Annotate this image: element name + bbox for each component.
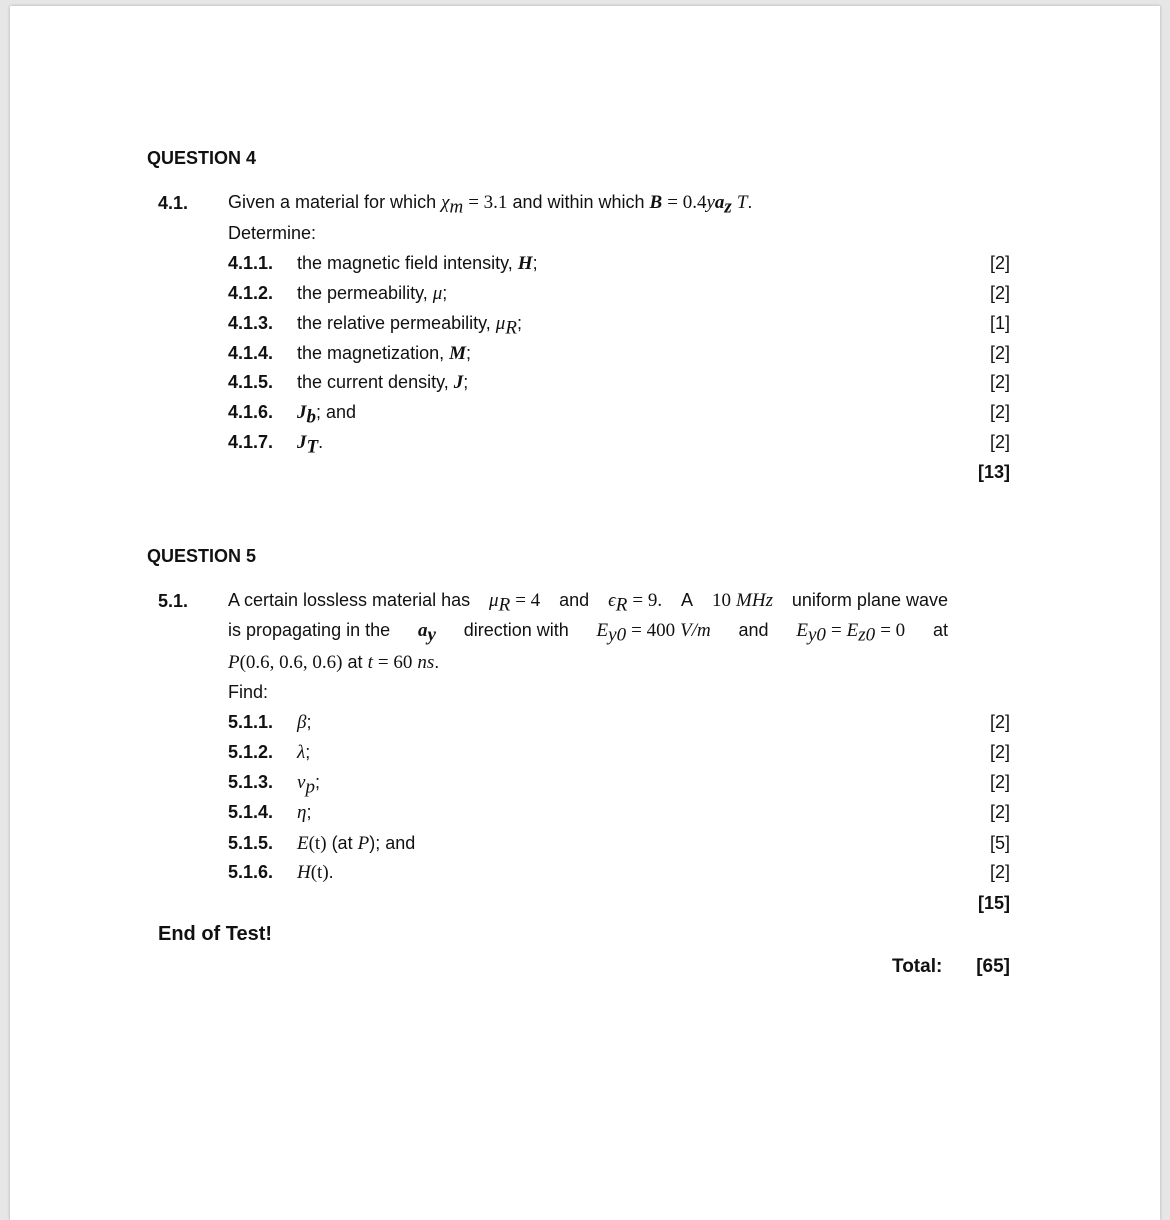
question-4-total-mark: [13] (977, 462, 1010, 482)
item-4-1-3-number: 4.1.3. (228, 313, 274, 333)
item-5-1-6-mark: [2] (989, 862, 1010, 882)
item-5-1-6-text: H(t). (297, 862, 334, 883)
exam-page (10, 6, 1160, 1220)
item-4-1-5-number: 4.1.5. (228, 372, 274, 392)
item-4-1-4-mark: [2] (989, 343, 1010, 363)
item-4-1-6-mark: [2] (989, 402, 1010, 422)
item-5-1-3-mark: [2] (989, 772, 1010, 792)
item-4-1-7-text: $J_T$. (297, 432, 324, 458)
item-5-1-5-number: 5.1.5. (228, 833, 274, 853)
find-label: Find: (228, 682, 269, 702)
end-of-test: End of Test! (158, 923, 273, 945)
item-5-1-5-mark: [5] (989, 833, 1010, 853)
question-4-1-stem: Given a material for which $\chi_m = 3.1$ and within which $B = 0.4ya_z$ T. (228, 192, 753, 218)
item-5-1-4-number: 5.1.4. (228, 802, 274, 822)
item-4-1-1-text: the magnetic field intensity, H; (297, 253, 538, 274)
item-4-1-1-number: 4.1.1. (228, 253, 274, 273)
question-5-1-line-2: is propagating in the $a_y$ direction with $E_{y0} = 400$ V/m and $E_{y0} = E_{z0} = 0$ at (228, 620, 948, 646)
item-5-1-2-text: λ; (297, 742, 311, 763)
item-5-1-3-text: $v_p$; (297, 772, 320, 798)
item-5-1-2-mark: [2] (989, 742, 1010, 762)
item-5-1-1-mark: [2] (989, 712, 1010, 732)
item-4-1-5-text: the current density, J; (297, 372, 469, 393)
question-4-heading: QUESTION 4 (147, 148, 257, 168)
total-value: [65] (976, 956, 1010, 977)
question-5-heading: QUESTION 5 (147, 546, 257, 566)
item-5-1-4-text: η; (297, 802, 312, 823)
item-4-1-3-text: the relative permeability, $\mu_R$; (297, 313, 522, 339)
question-5-1-line-3: P(0.6, 0.6, 0.6) at t = 60 ns. (228, 652, 440, 673)
item-5-1-1-text: β; (297, 712, 312, 733)
question-5-1-line-1: A certain lossless material has $\mu_R = 4$ and $\epsilon_R = 9$. A 10 MHz uniform plane wave (228, 590, 948, 616)
item-4-1-6-text: $J_b$; and (297, 402, 357, 428)
item-4-1-2-mark: [2] (989, 283, 1010, 303)
item-5-1-5-text: E(t) (at P); and (297, 833, 416, 854)
item-5-1-2-number: 5.1.2. (228, 742, 274, 762)
item-5-1-4-mark: [2] (989, 802, 1010, 822)
item-4-1-3-mark: [1] (989, 313, 1010, 333)
question-5-total-mark: [15] (977, 893, 1010, 913)
total-label: Total: (892, 956, 943, 977)
item-4-1-7-mark: [2] (989, 432, 1010, 452)
question-4-1-number: 4.1. (158, 193, 189, 213)
determine-label: Determine: (228, 223, 317, 243)
item-4-1-7-number: 4.1.7. (228, 432, 274, 452)
item-4-1-4-text: the magnetization, M; (297, 343, 472, 364)
question-5-1-number: 5.1. (158, 591, 189, 611)
item-5-1-3-number: 5.1.3. (228, 772, 274, 792)
item-4-1-6-number: 4.1.6. (228, 402, 274, 422)
item-4-1-1-mark: [2] (989, 253, 1010, 273)
item-4-1-2-text: the permeability, μ; (297, 283, 448, 304)
item-5-1-1-number: 5.1.1. (228, 712, 274, 732)
item-4-1-2-number: 4.1.2. (228, 283, 274, 303)
item-4-1-4-number: 4.1.4. (228, 343, 274, 363)
item-5-1-6-number: 5.1.6. (228, 862, 274, 882)
item-4-1-5-mark: [2] (989, 372, 1010, 392)
